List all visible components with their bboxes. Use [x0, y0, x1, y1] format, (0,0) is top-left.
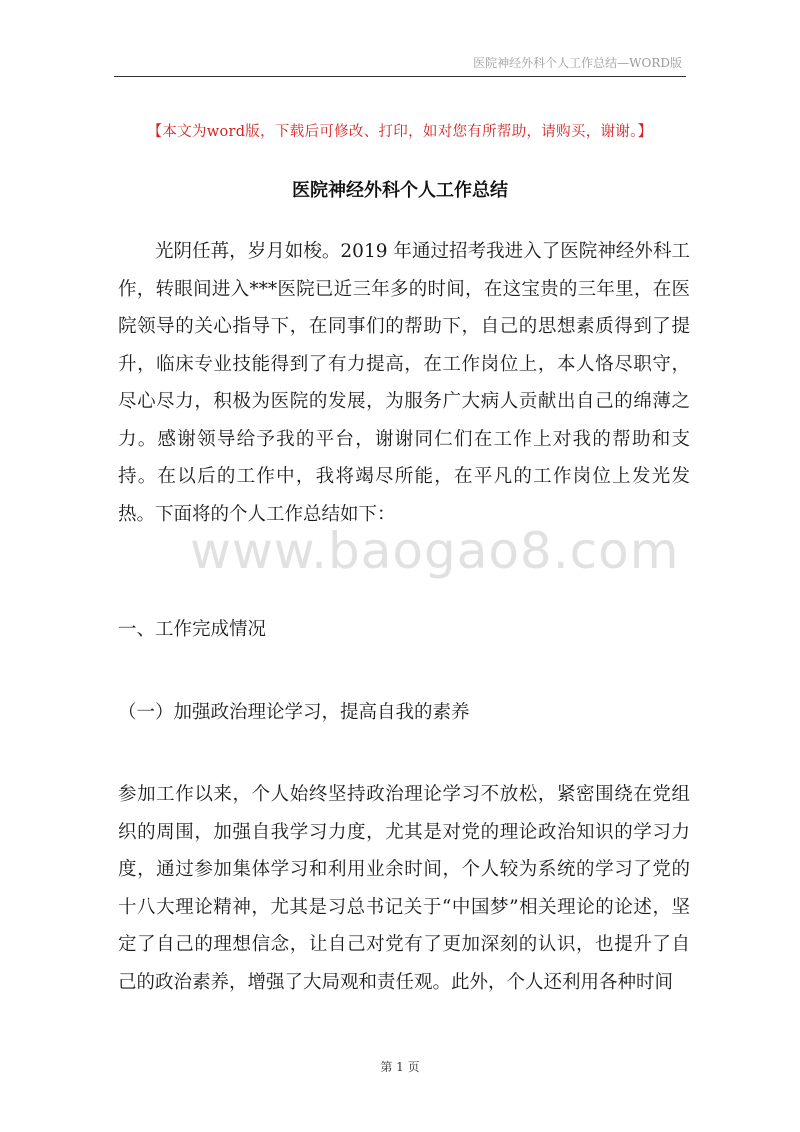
section-heading-1: 一、工作完成情况	[118, 619, 267, 640]
site-watermark: www.baogao8.com	[190, 522, 680, 580]
subsection-heading-1: （一）加强政治理论学习，提高自我的素养	[118, 702, 470, 723]
download-notice: 【本文为word版，下载后可修改、打印，如对您有所帮助，请购买，谢谢。】	[147, 124, 653, 140]
subsection-paragraph-1: 参加工作以来，个人始终坚持政治理论学习不放松，紧密围绕在党组织的周围，加强自我学习力度，尤其是对党的理论政治知识的学习力度，通过参加集体学习和利用业余时间，个人较为系统的学习了党的十八大理论精神，尤其是习总书记关于“中国梦”相关理论的论述，坚定了自己的理想信念，让自己对党有了更加深刻的认识，也提升了自己的政治素养，增强了大局观和责任观。此外，个人还利用各种时间	[118, 784, 690, 993]
document-title: 医院神经外科个人工作总结	[292, 180, 508, 201]
running-header: 医院神经外科个人工作总结—WORD版	[473, 56, 682, 70]
page-number: 第 1 页	[380, 1060, 420, 1074]
header-divider	[114, 76, 686, 77]
intro-paragraph: 光阴任苒，岁月如梭。2019 年通过招考我进入了医院神经外科工作，转眼间进入***医院已近三年多的时间，在这宝贵的三年里，在医院领导的关心指导下，在同事们的帮助下，自己的思想素质得到了提升，临床专业技能得到了有力提高，在工作岗位上，本人恪尽职守，尽心尽力，积极为医院的发展，为服务广大病人贡献出自己的绵薄之力。感谢领导给予我的平台，谢谢同仁们在工作上对我的帮助和支持。在以后的工作中，我将竭尽所能，在平凡的工作岗位上发光发热。下面将的个人工作总结如下：	[118, 241, 690, 525]
